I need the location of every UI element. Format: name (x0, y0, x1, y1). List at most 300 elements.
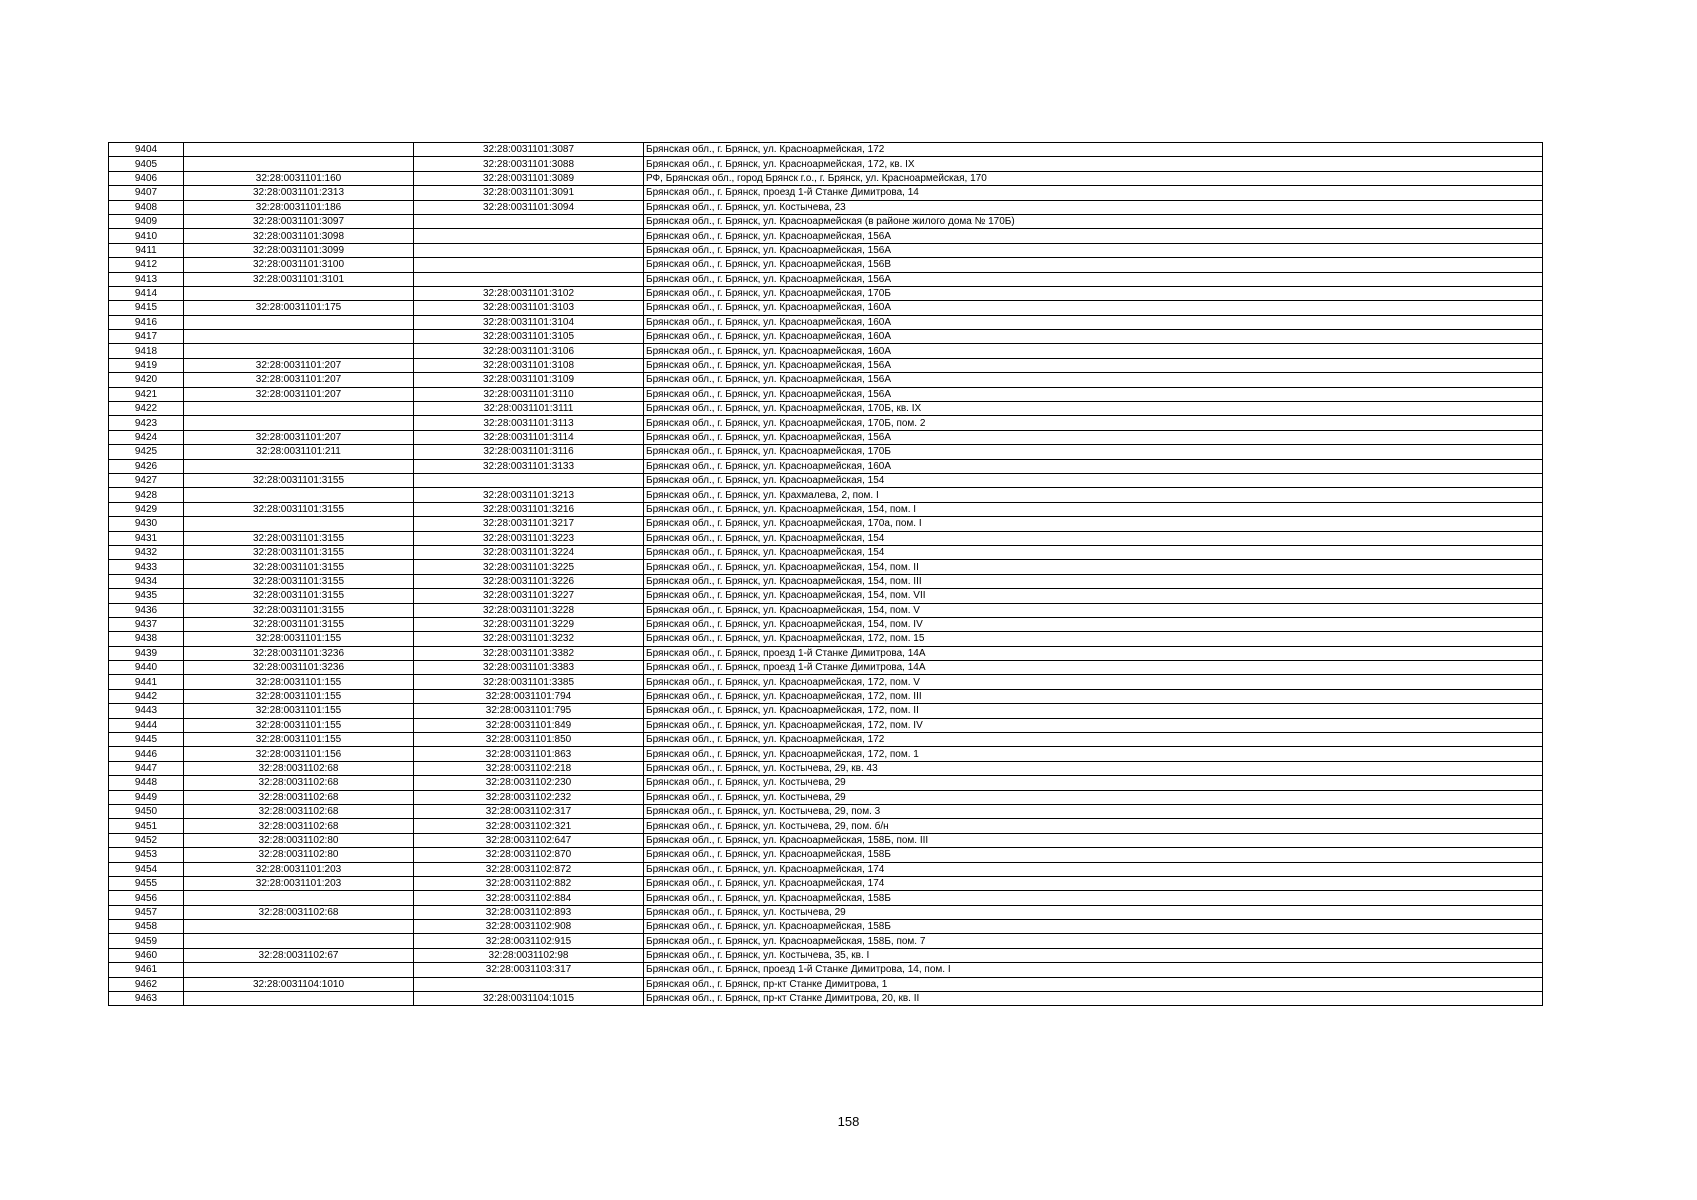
table-row (109, 704, 1543, 718)
address-cell: Брянская обл., г. Брянск, ул. Красноармейская, 172, кв. IX (644, 157, 1543, 171)
object-cadastral-number-cell: 32:28:0031101:3116 (414, 445, 644, 459)
row-number-cell: 9446 (109, 747, 184, 761)
address-cell: Брянская обл., г. Брянск, ул. Красноармейская, 156А (644, 358, 1543, 372)
land-cadastral-number-cell: 32:28:0031101:3155 (184, 531, 414, 545)
table-row (109, 776, 1543, 790)
object-cadastral-number-cell: 32:28:0031102:870 (414, 848, 644, 862)
address-cell: Брянская обл., г. Брянск, ул. Костычева, 29, пом. 3 (644, 804, 1543, 818)
address-cell: Брянская обл., г. Брянск, ул. Красноармейская, 156В (644, 258, 1543, 272)
address-cell: Брянская обл., г. Брянск, ул. Красноармейская, 154 (644, 545, 1543, 559)
land-cadastral-number-cell: 32:28:0031101:155 (184, 689, 414, 703)
table-row (109, 661, 1543, 675)
address-cell: Брянская обл., г. Брянск, ул. Красноармейская, 172, пом. IV (644, 718, 1543, 732)
object-cadastral-number-cell: 32:28:0031102:98 (414, 948, 644, 962)
table-row (109, 948, 1543, 962)
row-number-cell: 9435 (109, 589, 184, 603)
object-cadastral-number-cell (414, 229, 644, 243)
table-row (109, 589, 1543, 603)
object-cadastral-number-cell: 32:28:0031101:3103 (414, 301, 644, 315)
address-cell: Брянская обл., г. Брянск, ул. Красноармейская, 158Б (644, 891, 1543, 905)
land-cadastral-number-cell: 32:28:0031101:207 (184, 358, 414, 372)
table-row (109, 617, 1543, 631)
object-cadastral-number-cell: 32:28:0031103:317 (414, 963, 644, 977)
address-cell: Брянская обл., г. Брянск, ул. Костычева, 29 (644, 790, 1543, 804)
land-cadastral-number-cell: 32:28:0031101:3236 (184, 661, 414, 675)
land-cadastral-number-cell: 32:28:0031101:155 (184, 733, 414, 747)
object-cadastral-number-cell: 32:28:0031101:3089 (414, 171, 644, 185)
land-cadastral-number-cell (184, 315, 414, 329)
land-cadastral-number-cell (184, 286, 414, 300)
row-number-cell: 9424 (109, 430, 184, 444)
object-cadastral-number-cell: 32:28:0031101:3232 (414, 632, 644, 646)
table-row (109, 473, 1543, 487)
object-cadastral-number-cell: 32:28:0031101:795 (414, 704, 644, 718)
address-cell: Брянская обл., г. Брянск, ул. Костычева, 35, кв. I (644, 948, 1543, 962)
table-row (109, 402, 1543, 416)
address-cell: Брянская обл., г. Брянск, ул. Красноармейская, 170Б (644, 445, 1543, 459)
registry-table (108, 142, 1543, 1006)
row-number-cell: 9407 (109, 186, 184, 200)
row-number-cell: 9421 (109, 387, 184, 401)
object-cadastral-number-cell: 32:28:0031101:3133 (414, 459, 644, 473)
land-cadastral-number-cell: 32:28:0031104:1010 (184, 977, 414, 991)
table-row (109, 344, 1543, 358)
address-cell: Брянская обл., г. Брянск, ул. Красноармейская, 156А (644, 272, 1543, 286)
address-cell: Брянская обл., г. Брянск, ул. Красноармейская, 158Б (644, 848, 1543, 862)
table-row (109, 876, 1543, 890)
land-cadastral-number-cell (184, 459, 414, 473)
object-cadastral-number-cell: 32:28:0031102:218 (414, 761, 644, 775)
object-cadastral-number-cell: 32:28:0031101:849 (414, 718, 644, 732)
table-row (109, 488, 1543, 502)
row-number-cell: 9409 (109, 214, 184, 228)
land-cadastral-number-cell: 32:28:0031101:3101 (184, 272, 414, 286)
row-number-cell: 9433 (109, 560, 184, 574)
address-cell: Брянская обл., г. Брянск, ул. Костычева, 29, кв. 43 (644, 761, 1543, 775)
object-cadastral-number-cell: 32:28:0031102:915 (414, 934, 644, 948)
table-row (109, 416, 1543, 430)
land-cadastral-number-cell: 32:28:0031102:68 (184, 905, 414, 919)
land-cadastral-number-cell: 32:28:0031102:80 (184, 848, 414, 862)
row-number-cell: 9404 (109, 143, 184, 157)
land-cadastral-number-cell: 32:28:0031101:3155 (184, 574, 414, 588)
object-cadastral-number-cell (414, 258, 644, 272)
land-cadastral-number-cell: 32:28:0031101:2313 (184, 186, 414, 200)
table-row (109, 977, 1543, 991)
table-row (109, 517, 1543, 531)
table-row (109, 891, 1543, 905)
object-cadastral-number-cell: 32:28:0031101:3225 (414, 560, 644, 574)
land-cadastral-number-cell: 32:28:0031101:211 (184, 445, 414, 459)
address-cell: Брянская обл., г. Брянск, ул. Красноармейская, 154 (644, 531, 1543, 545)
object-cadastral-number-cell: 32:28:0031101:3213 (414, 488, 644, 502)
object-cadastral-number-cell: 32:28:0031102:317 (414, 804, 644, 818)
object-cadastral-number-cell: 32:28:0031102:232 (414, 790, 644, 804)
land-cadastral-number-cell: 32:28:0031101:155 (184, 675, 414, 689)
address-cell: Брянская обл., г. Брянск, пр-кт Станке Димитрова, 1 (644, 977, 1543, 991)
table-row (109, 545, 1543, 559)
row-number-cell: 9417 (109, 330, 184, 344)
address-cell: Брянская обл., г. Брянск, ул. Красноармейская, 172, пом. V (644, 675, 1543, 689)
object-cadastral-number-cell: 32:28:0031101:3104 (414, 315, 644, 329)
table-row (109, 934, 1543, 948)
address-cell: Брянская обл., г. Брянск, ул. Красноармейская, 160А (644, 315, 1543, 329)
table-row (109, 819, 1543, 833)
table-row (109, 373, 1543, 387)
row-number-cell: 9436 (109, 603, 184, 617)
address-cell: Брянская обл., г. Брянск, ул. Красноармейская, 170а, пом. I (644, 517, 1543, 531)
land-cadastral-number-cell (184, 992, 414, 1006)
object-cadastral-number-cell: 32:28:0031102:882 (414, 876, 644, 890)
row-number-cell: 9443 (109, 704, 184, 718)
row-number-cell: 9428 (109, 488, 184, 502)
object-cadastral-number-cell: 32:28:0031101:3111 (414, 402, 644, 416)
address-cell: Брянская обл., г. Брянск, ул. Крахмалева, 2, пом. I (644, 488, 1543, 502)
land-cadastral-number-cell: 32:28:0031101:3099 (184, 243, 414, 257)
row-number-cell: 9441 (109, 675, 184, 689)
address-cell: Брянская обл., г. Брянск, ул. Красноармейская, 172 (644, 143, 1543, 157)
table-row (109, 761, 1543, 775)
table-row (109, 733, 1543, 747)
address-cell: Брянская обл., г. Брянск, ул. Костычева, 29 (644, 776, 1543, 790)
page-number: 158 (837, 1114, 860, 1129)
row-number-cell: 9418 (109, 344, 184, 358)
object-cadastral-number-cell: 32:28:0031102:230 (414, 776, 644, 790)
table-row (109, 157, 1543, 171)
row-number-cell: 9447 (109, 761, 184, 775)
row-number-cell: 9438 (109, 632, 184, 646)
object-cadastral-number-cell (414, 977, 644, 991)
address-cell: Брянская обл., г. Брянск, ул. Красноармейская, 158Б, пом. 7 (644, 934, 1543, 948)
row-number-cell: 9419 (109, 358, 184, 372)
object-cadastral-number-cell: 32:28:0031102:647 (414, 833, 644, 847)
row-number-cell: 9426 (109, 459, 184, 473)
address-cell: Брянская обл., г. Брянск, ул. Красноармейская, 170Б, кв. IX (644, 402, 1543, 416)
table-row (109, 143, 1543, 157)
row-number-cell: 9444 (109, 718, 184, 732)
row-number-cell: 9451 (109, 819, 184, 833)
row-number-cell: 9445 (109, 733, 184, 747)
object-cadastral-number-cell (414, 272, 644, 286)
object-cadastral-number-cell: 32:28:0031101:3228 (414, 603, 644, 617)
object-cadastral-number-cell: 32:28:0031101:3091 (414, 186, 644, 200)
object-cadastral-number-cell: 32:28:0031101:3106 (414, 344, 644, 358)
object-cadastral-number-cell: 32:28:0031101:3105 (414, 330, 644, 344)
land-cadastral-number-cell (184, 963, 414, 977)
land-cadastral-number-cell: 32:28:0031101:155 (184, 704, 414, 718)
table-row (109, 315, 1543, 329)
land-cadastral-number-cell: 32:28:0031101:186 (184, 200, 414, 214)
object-cadastral-number-cell: 32:28:0031101:3227 (414, 589, 644, 603)
address-cell: Брянская обл., г. Брянск, проезд 1-й Станке Димитрова, 14 (644, 186, 1543, 200)
row-number-cell: 9453 (109, 848, 184, 862)
row-number-cell: 9458 (109, 920, 184, 934)
land-cadastral-number-cell: 32:28:0031102:68 (184, 819, 414, 833)
row-number-cell: 9450 (109, 804, 184, 818)
address-cell: Брянская обл., г. Брянск, ул. Красноармейская, 172, пом. 15 (644, 632, 1543, 646)
table-row (109, 992, 1543, 1006)
address-cell: Брянская обл., г. Брянск, ул. Красноармейская, 170Б (644, 286, 1543, 300)
row-number-cell: 9405 (109, 157, 184, 171)
address-cell: Брянская обл., г. Брянск, ул. Красноармейская, 154, пом. V (644, 603, 1543, 617)
land-cadastral-number-cell (184, 934, 414, 948)
object-cadastral-number-cell: 32:28:0031101:3102 (414, 286, 644, 300)
table-row (109, 747, 1543, 761)
object-cadastral-number-cell: 32:28:0031101:863 (414, 747, 644, 761)
table-row (109, 229, 1543, 243)
land-cadastral-number-cell (184, 891, 414, 905)
table-row (109, 963, 1543, 977)
land-cadastral-number-cell: 32:28:0031101:3236 (184, 646, 414, 660)
address-cell: Брянская обл., г. Брянск, ул. Красноармейская, 156А (644, 387, 1543, 401)
table-row (109, 171, 1543, 185)
row-number-cell: 9425 (109, 445, 184, 459)
address-cell: Брянская обл., г. Брянск, ул. Костычева, 29 (644, 905, 1543, 919)
address-cell: Брянская обл., г. Брянск, ул. Красноармейская, 172, пом. 1 (644, 747, 1543, 761)
table-row (109, 531, 1543, 545)
land-cadastral-number-cell (184, 330, 414, 344)
row-number-cell: 9437 (109, 617, 184, 631)
row-number-cell: 9412 (109, 258, 184, 272)
object-cadastral-number-cell: 32:28:0031102:893 (414, 905, 644, 919)
object-cadastral-number-cell (414, 243, 644, 257)
land-cadastral-number-cell: 32:28:0031102:67 (184, 948, 414, 962)
row-number-cell: 9420 (109, 373, 184, 387)
address-cell: Брянская обл., г. Брянск, ул. Красноармейская, 158Б, пом. III (644, 833, 1543, 847)
table-row (109, 862, 1543, 876)
address-cell: Брянская обл., г. Брянск, ул. Красноармейская, 172 (644, 733, 1543, 747)
address-cell: Брянская обл., г. Брянск, ул. Красноармейская, 172, пом. II (644, 704, 1543, 718)
object-cadastral-number-cell: 32:28:0031101:3108 (414, 358, 644, 372)
land-cadastral-number-cell: 32:28:0031101:160 (184, 171, 414, 185)
land-cadastral-number-cell: 32:28:0031102:68 (184, 776, 414, 790)
row-number-cell: 9457 (109, 905, 184, 919)
object-cadastral-number-cell: 32:28:0031102:908 (414, 920, 644, 934)
row-number-cell: 9423 (109, 416, 184, 430)
table-row (109, 301, 1543, 315)
object-cadastral-number-cell: 32:28:0031101:794 (414, 689, 644, 703)
row-number-cell: 9448 (109, 776, 184, 790)
row-number-cell: 9455 (109, 876, 184, 890)
table-row (109, 214, 1543, 228)
address-cell: Брянская обл., г. Брянск, ул. Красноармейская, 154 (644, 473, 1543, 487)
object-cadastral-number-cell: 32:28:0031101:3229 (414, 617, 644, 631)
table-row (109, 272, 1543, 286)
object-cadastral-number-cell: 32:28:0031101:3383 (414, 661, 644, 675)
table-row (109, 186, 1543, 200)
table-row (109, 258, 1543, 272)
object-cadastral-number-cell: 32:28:0031101:3223 (414, 531, 644, 545)
address-cell: Брянская обл., г. Брянск, ул. Костычева, 29, пом. б/н (644, 819, 1543, 833)
object-cadastral-number-cell (414, 473, 644, 487)
land-cadastral-number-cell: 32:28:0031101:203 (184, 862, 414, 876)
address-cell: Брянская обл., г. Брянск, ул. Красноармейская, 160А (644, 301, 1543, 315)
address-cell: Брянская обл., г. Брянск, ул. Красноармейская, 160А (644, 344, 1543, 358)
table-row (109, 387, 1543, 401)
row-number-cell: 9460 (109, 948, 184, 962)
land-cadastral-number-cell (184, 920, 414, 934)
object-cadastral-number-cell: 32:28:0031101:3110 (414, 387, 644, 401)
address-cell: Брянская обл., г. Брянск, ул. Красноармейская, 156А (644, 373, 1543, 387)
table-row (109, 905, 1543, 919)
row-number-cell: 9432 (109, 545, 184, 559)
row-number-cell: 9454 (109, 862, 184, 876)
row-number-cell: 9406 (109, 171, 184, 185)
row-number-cell: 9422 (109, 402, 184, 416)
object-cadastral-number-cell: 32:28:0031101:3113 (414, 416, 644, 430)
land-cadastral-number-cell: 32:28:0031102:80 (184, 833, 414, 847)
object-cadastral-number-cell: 32:28:0031101:3088 (414, 157, 644, 171)
land-cadastral-number-cell: 32:28:0031101:207 (184, 373, 414, 387)
row-number-cell: 9442 (109, 689, 184, 703)
row-number-cell: 9452 (109, 833, 184, 847)
row-number-cell: 9430 (109, 517, 184, 531)
land-cadastral-number-cell: 32:28:0031102:68 (184, 790, 414, 804)
land-cadastral-number-cell (184, 402, 414, 416)
object-cadastral-number-cell: 32:28:0031101:850 (414, 733, 644, 747)
address-cell: Брянская обл., г. Брянск, ул. Красноармейская, 154, пом. III (644, 574, 1543, 588)
object-cadastral-number-cell: 32:28:0031101:3094 (414, 200, 644, 214)
object-cadastral-number-cell: 32:28:0031101:3087 (414, 143, 644, 157)
address-cell: Брянская обл., г. Брянск, проезд 1-й Станке Димитрова, 14А (644, 646, 1543, 660)
object-cadastral-number-cell: 32:28:0031101:3382 (414, 646, 644, 660)
object-cadastral-number-cell: 32:28:0031102:872 (414, 862, 644, 876)
row-number-cell: 9459 (109, 934, 184, 948)
land-cadastral-number-cell: 32:28:0031101:3155 (184, 502, 414, 516)
table-row (109, 646, 1543, 660)
address-cell: Брянская обл., г. Брянск, ул. Красноармейская, 154, пом. VII (644, 589, 1543, 603)
row-number-cell: 9411 (109, 243, 184, 257)
address-cell: Брянская обл., г. Брянск, ул. Красноармейская, 156А (644, 243, 1543, 257)
address-cell: Брянская обл., г. Брянск, ул. Костычева, 23 (644, 200, 1543, 214)
row-number-cell: 9427 (109, 473, 184, 487)
object-cadastral-number-cell: 32:28:0031101:3114 (414, 430, 644, 444)
row-number-cell: 9440 (109, 661, 184, 675)
land-cadastral-number-cell (184, 416, 414, 430)
address-cell: Брянская обл., г. Брянск, проезд 1-й Станке Димитрова, 14А (644, 661, 1543, 675)
object-cadastral-number-cell (414, 214, 644, 228)
land-cadastral-number-cell (184, 344, 414, 358)
table-row (109, 804, 1543, 818)
table-row (109, 445, 1543, 459)
land-cadastral-number-cell: 32:28:0031101:207 (184, 430, 414, 444)
land-cadastral-number-cell: 32:28:0031101:203 (184, 876, 414, 890)
object-cadastral-number-cell: 32:28:0031101:3217 (414, 517, 644, 531)
address-cell: Брянская обл., г. Брянск, ул. Красноармейская, 154, пом. II (644, 560, 1543, 574)
table-row (109, 330, 1543, 344)
table-row (109, 632, 1543, 646)
table-row (109, 675, 1543, 689)
row-number-cell: 9449 (109, 790, 184, 804)
address-cell: РФ, Брянская обл., город Брянск г.о., г. Брянск, ул. Красноармейская, 170 (644, 171, 1543, 185)
land-cadastral-number-cell: 32:28:0031101:155 (184, 632, 414, 646)
address-cell: Брянская обл., г. Брянск, ул. Красноармейская, 170Б, пом. 2 (644, 416, 1543, 430)
table-row (109, 689, 1543, 703)
land-cadastral-number-cell: 32:28:0031101:3155 (184, 560, 414, 574)
land-cadastral-number-cell: 32:28:0031101:3155 (184, 617, 414, 631)
table-row (109, 920, 1543, 934)
row-number-cell: 9431 (109, 531, 184, 545)
table-row (109, 430, 1543, 444)
row-number-cell: 9462 (109, 977, 184, 991)
registry-table-body (109, 143, 1543, 1006)
row-number-cell: 9429 (109, 502, 184, 516)
land-cadastral-number-cell: 32:28:0031101:3155 (184, 545, 414, 559)
table-row (109, 459, 1543, 473)
table-row (109, 243, 1543, 257)
land-cadastral-number-cell: 32:28:0031101:175 (184, 301, 414, 315)
row-number-cell: 9461 (109, 963, 184, 977)
land-cadastral-number-cell (184, 143, 414, 157)
land-cadastral-number-cell: 32:28:0031101:207 (184, 387, 414, 401)
row-number-cell: 9410 (109, 229, 184, 243)
land-cadastral-number-cell: 32:28:0031102:68 (184, 804, 414, 818)
row-number-cell: 9463 (109, 992, 184, 1006)
object-cadastral-number-cell: 32:28:0031104:1015 (414, 992, 644, 1006)
row-number-cell: 9416 (109, 315, 184, 329)
address-cell: Брянская обл., г. Брянск, ул. Красноармейская, 158Б (644, 920, 1543, 934)
land-cadastral-number-cell: 32:28:0031101:3155 (184, 603, 414, 617)
object-cadastral-number-cell: 32:28:0031101:3385 (414, 675, 644, 689)
address-cell: Брянская обл., г. Брянск, ул. Красноармейская, 174 (644, 876, 1543, 890)
address-cell: Брянская обл., г. Брянск, ул. Красноармейская, 172, пом. III (644, 689, 1543, 703)
land-cadastral-number-cell: 32:28:0031101:3155 (184, 589, 414, 603)
address-cell: Брянская обл., г. Брянск, ул. Красноармейская, 154, пом. IV (644, 617, 1543, 631)
table-row (109, 833, 1543, 847)
land-cadastral-number-cell: 32:28:0031102:68 (184, 761, 414, 775)
object-cadastral-number-cell: 32:28:0031101:3226 (414, 574, 644, 588)
table-row (109, 718, 1543, 732)
land-cadastral-number-cell: 32:28:0031101:156 (184, 747, 414, 761)
land-cadastral-number-cell (184, 517, 414, 531)
land-cadastral-number-cell: 32:28:0031101:3100 (184, 258, 414, 272)
table-row (109, 358, 1543, 372)
land-cadastral-number-cell: 32:28:0031101:3098 (184, 229, 414, 243)
row-number-cell: 9413 (109, 272, 184, 286)
address-cell: Брянская обл., г. Брянск, ул. Красноармейская, 156А (644, 229, 1543, 243)
table-row (109, 574, 1543, 588)
table-row (109, 848, 1543, 862)
row-number-cell: 9456 (109, 891, 184, 905)
row-number-cell: 9415 (109, 301, 184, 315)
object-cadastral-number-cell: 32:28:0031101:3216 (414, 502, 644, 516)
address-cell: Брянская обл., г. Брянск, проезд 1-й Станке Димитрова, 14, пом. I (644, 963, 1543, 977)
land-cadastral-number-cell: 32:28:0031101:155 (184, 718, 414, 732)
address-cell: Брянская обл., г. Брянск, пр-кт Станке Димитрова, 20, кв. II (644, 992, 1543, 1006)
row-number-cell: 9408 (109, 200, 184, 214)
table-row (109, 286, 1543, 300)
row-number-cell: 9439 (109, 646, 184, 660)
address-cell: Брянская обл., г. Брянск, ул. Красноармейская, 160А (644, 459, 1543, 473)
table-row (109, 200, 1543, 214)
address-cell: Брянская обл., г. Брянск, ул. Красноармейская, 160А (644, 330, 1543, 344)
land-cadastral-number-cell (184, 488, 414, 502)
object-cadastral-number-cell: 32:28:0031102:884 (414, 891, 644, 905)
object-cadastral-number-cell: 32:28:0031101:3224 (414, 545, 644, 559)
table-row (109, 790, 1543, 804)
table-row (109, 560, 1543, 574)
address-cell: Брянская обл., г. Брянск, ул. Красноармейская, 174 (644, 862, 1543, 876)
land-cadastral-number-cell: 32:28:0031101:3097 (184, 214, 414, 228)
table-row (109, 502, 1543, 516)
land-cadastral-number-cell: 32:28:0031101:3155 (184, 473, 414, 487)
table-row (109, 603, 1543, 617)
row-number-cell: 9434 (109, 574, 184, 588)
object-cadastral-number-cell: 32:28:0031101:3109 (414, 373, 644, 387)
address-cell: Брянская обл., г. Брянск, ул. Красноармейская, 156А (644, 430, 1543, 444)
address-cell: Брянская обл., г. Брянск, ул. Красноармейская, 154, пом. I (644, 502, 1543, 516)
address-cell: Брянская обл., г. Брянск, ул. Красноармейская (в районе жилого дома № 170Б) (644, 214, 1543, 228)
